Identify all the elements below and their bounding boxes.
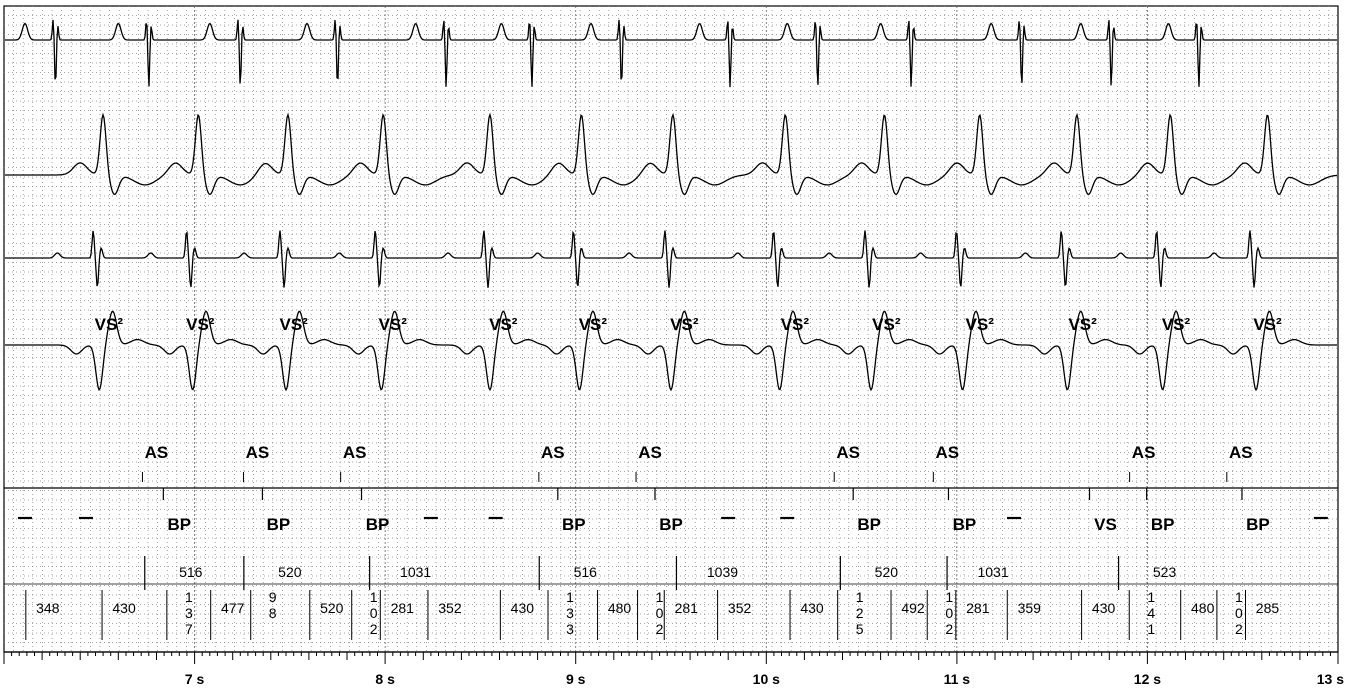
interval-upper: 1031 [400,564,432,580]
marker-bp: BP [952,515,977,534]
axis-tick-label: 12 s [1133,671,1162,687]
marker-vs: VS² [872,315,901,334]
interval-lower-stacked: 1 4 1 [1147,589,1156,637]
marker-as: AS [342,443,367,462]
marker-vs: VS² [279,315,308,334]
marker-vs: VS² [94,315,123,334]
interval-lower: 480 [1191,600,1215,616]
interval-lower: 281 [390,600,414,616]
interval-lower-stacked: 1 3 7 [184,589,193,637]
interval-lower: 430 [1091,600,1116,616]
interval-upper: 1039 [706,564,739,580]
marker-bp: BP [857,515,882,534]
interval-lower: 352 [727,600,752,616]
marker-vs: VS² [578,315,608,334]
interval-lower: 352 [438,600,462,616]
marker-vs: VS² [1253,315,1282,334]
interval-lower: 520 [320,600,344,616]
interval-lower: 285 [1255,600,1280,616]
marker-as: AS [144,443,169,462]
marker-vs: VS² [1068,315,1097,334]
interval-lower: 492 [901,600,925,616]
interval-lower-stacked: 1 3 3 [566,589,574,637]
interval-upper: 1031 [977,564,1009,580]
interval-lower: 477 [221,600,245,616]
interval-upper: 520 [278,564,302,580]
marker-bp: BP [365,515,390,534]
marker-bp: BP [1150,515,1175,534]
marker-as: AS [541,443,565,462]
interval-lower: 430 [510,600,535,616]
interval-upper: 516 [573,564,597,580]
interval-lower: 359 [1017,600,1041,616]
marker-vs: VS² [186,315,215,334]
interval-upper: 520 [874,564,899,580]
axis-tick-label: 7 s [184,671,205,687]
interval-upper: 523 [1152,564,1177,580]
interval-lower: 348 [36,600,60,616]
marker-as: AS [245,443,270,462]
marker-bp: BP [266,515,291,534]
axis-tick-label: 8 s [375,671,395,687]
interval-lower: 281 [966,600,990,616]
marker-bp: BP [1246,515,1270,534]
marker-bp: BP [561,515,586,534]
time-axis [4,652,1344,687]
axis-tick-label: 13 s [1316,671,1344,687]
marker-as: AS [638,443,662,462]
marker-as: AS [1228,443,1253,462]
interval-lower: 430 [800,600,824,616]
interval-upper: 516 [179,564,203,580]
interval-lower: 430 [112,600,136,616]
interval-lower-stacked: 9 8 [268,589,277,621]
marker-bp: BP [659,515,683,534]
marker-as: AS [836,443,861,462]
interval-lower-stacked: 1 0 2 [655,589,664,637]
interval-lower-stacked: 1 0 2 [1235,589,1243,637]
marker-vs: VS² [1161,315,1191,334]
axis-tick-label: 11 s [943,671,971,687]
marker-vs: VS² [489,315,518,334]
interval-lower-stacked: 1 0 2 [369,589,378,637]
marker-vs: VS² [670,315,699,334]
marker-vs: VS² [780,315,810,334]
marker-as: AS [935,443,960,462]
marker-vs-sensed: VS [1094,515,1117,534]
marker-vs: VS² [378,315,407,334]
axis-tick-label: 9 s [565,671,586,687]
interval-lower-stacked: 1 0 2 [945,589,954,637]
axis-tick-label: 10 s [752,671,780,687]
marker-vs: VS² [965,315,994,334]
interval-lower-stacked: 1 2 5 [855,589,864,637]
marker-as: AS [1131,443,1156,462]
marker-bp: BP [167,515,192,534]
interval-lower: 281 [674,600,698,616]
interval-lower: 480 [607,600,632,616]
